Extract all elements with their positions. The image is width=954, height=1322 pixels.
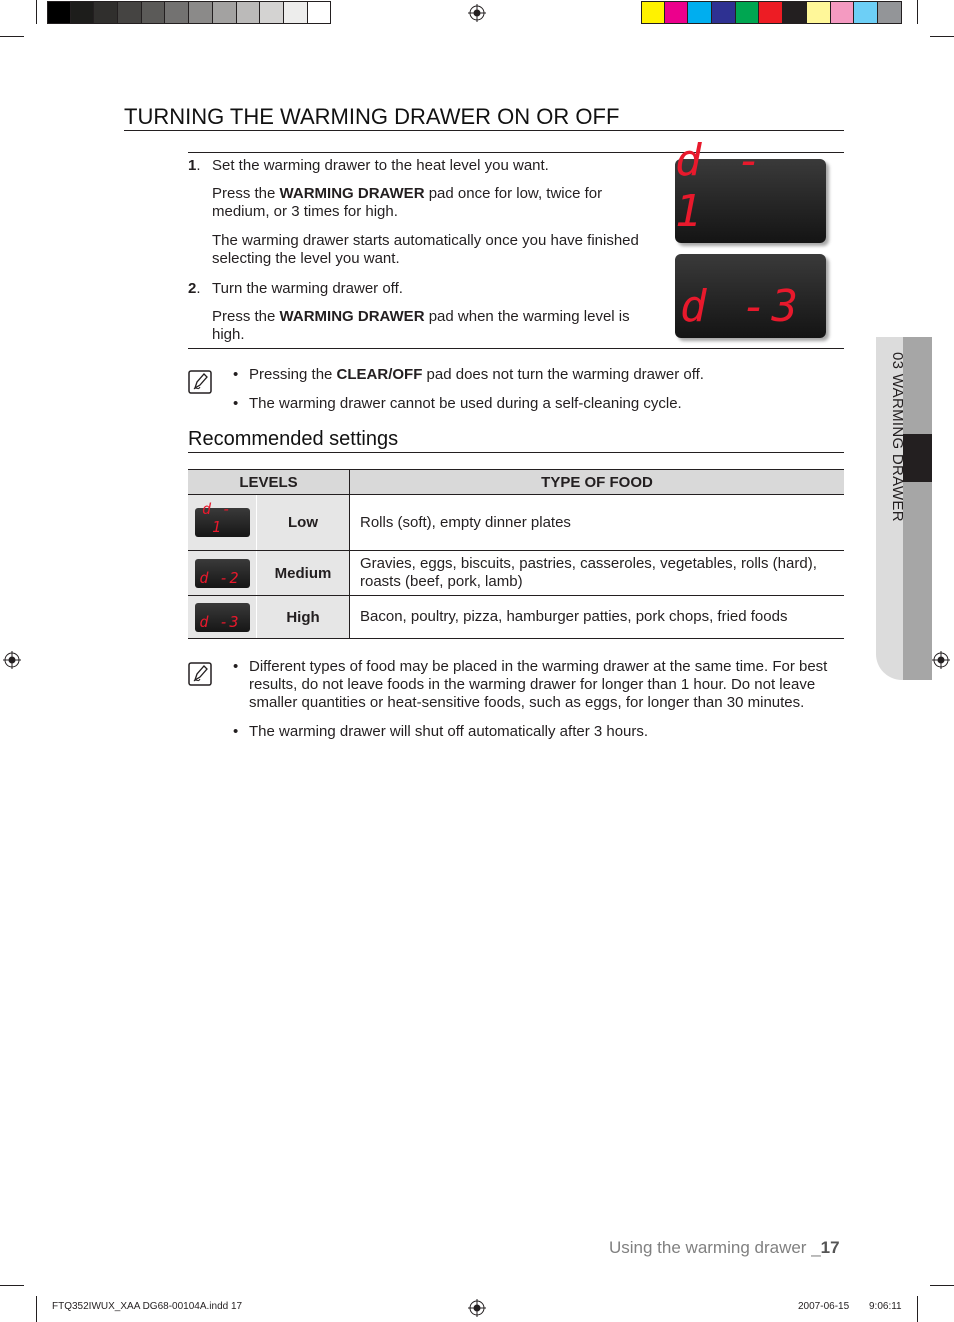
color-swatch	[688, 1, 712, 24]
color-swatch	[94, 1, 118, 24]
color-swatch	[189, 1, 213, 24]
crop-mark	[0, 1285, 24, 1286]
gray-swatch-strip	[47, 1, 331, 24]
levels-header: LEVELS	[188, 470, 350, 495]
side-tab-marker	[903, 434, 932, 482]
step-2-text: Turn the warming drawer off.	[212, 280, 403, 297]
registration-mark-icon	[468, 1299, 486, 1317]
color-swatch	[213, 1, 237, 24]
note-pencil-icon	[188, 662, 212, 686]
level-display-cell	[188, 495, 257, 551]
color-swatch	[807, 1, 831, 24]
color-swatch	[284, 1, 308, 24]
note-1-bullet-2: • The warming drawer cannot be used during a self-cleaning cycle.	[233, 395, 682, 412]
food-cell: Bacon, poultry, pizza, hamburger patties, pork chops, fried foods	[350, 596, 845, 639]
color-swatch	[831, 1, 855, 24]
color-swatch	[71, 1, 95, 24]
note-2-bullet-1: • Different types of food may be placed in the warming drawer at the same time. For best results, do not leave foods in the warming drawer for longer than 1 hour. Do not leave smaller quantities or heat-sensitive foods, such as eggs, for longer than 30 minutes.	[233, 658, 828, 711]
color-swatch	[878, 1, 902, 24]
level-display-cell	[188, 551, 257, 596]
table-row	[188, 495, 844, 551]
color-swatch	[641, 1, 665, 24]
slug-filename: FTQ352IWUX_XAA DG68-00104A.indd 17	[52, 1301, 243, 1312]
slug-date: 2007-06-15	[798, 1301, 850, 1312]
color-swatch	[308, 1, 332, 24]
side-tab-bar	[903, 337, 932, 680]
crop-mark	[930, 36, 954, 37]
note-1-bullet-1: • Pressing the CLEAR/OFF pad does not turn the warming drawer off.	[233, 366, 704, 383]
table-row	[188, 551, 844, 596]
step-1-para-2: The warming drawer starts automatically once you have finished selecting the level you want.	[212, 232, 639, 267]
display-d1-image: d - 1	[675, 159, 826, 243]
display-d3-image: d -3	[675, 254, 826, 338]
crop-mark	[0, 36, 24, 37]
registration-mark-icon	[3, 651, 21, 669]
step-2-para-1: Press the WARMING DRAWER pad when the warming level is high.	[212, 308, 630, 343]
level-name: High	[257, 596, 350, 639]
step-1-number: 1.	[188, 157, 201, 174]
display-d1-thumb: d - 1	[195, 508, 250, 537]
color-swatch	[47, 1, 71, 24]
crop-mark	[36, 1296, 37, 1322]
color-swatch	[142, 1, 166, 24]
crop-mark	[917, 1296, 918, 1322]
crop-mark	[36, 0, 37, 24]
food-cell: Rolls (soft), empty dinner plates	[350, 495, 845, 551]
food-cell: Gravies, eggs, biscuits, pastries, casseroles, vegetables, rolls (hard), roasts (beef, pork, lamb)	[350, 551, 845, 596]
settings-table	[188, 469, 844, 639]
registration-mark-icon	[932, 651, 950, 669]
food-header: TYPE OF FOOD	[350, 470, 845, 495]
chapter-side-tab	[876, 337, 932, 680]
color-swatch	[759, 1, 783, 24]
color-swatch	[118, 1, 142, 24]
color-swatch	[260, 1, 284, 24]
slug-time: 9:06:11	[869, 1301, 902, 1312]
color-swatch	[736, 1, 760, 24]
level-display-cell	[188, 596, 257, 639]
color-swatch	[237, 1, 261, 24]
subtitle-divider	[188, 452, 844, 453]
section-subtitle: Recommended settings	[188, 428, 399, 450]
display-d3-thumb: d -3	[195, 603, 250, 632]
side-tab-label: 03 WARMING DRAWER	[889, 352, 906, 522]
display-d2-thumb: d -2	[195, 559, 250, 588]
level-name: Low	[257, 495, 350, 551]
step-1-para-1: Press the WARMING DRAWER pad once for low, twice for medium, or 3 times for high.	[212, 185, 603, 220]
crop-mark	[930, 1285, 954, 1286]
page-title: TURNING THE WARMING DRAWER ON OR OFF	[124, 104, 620, 129]
color-swatch	[854, 1, 878, 24]
registration-mark-icon	[468, 4, 486, 22]
table-row	[188, 596, 844, 639]
color-swatch	[712, 1, 736, 24]
steps-bottom-rule	[188, 348, 844, 349]
crop-mark	[917, 0, 918, 24]
color-swatch	[783, 1, 807, 24]
color-swatch	[665, 1, 689, 24]
page-footer: Using the warming drawer _17	[609, 1238, 840, 1257]
step-2-number: 2.	[188, 280, 201, 297]
step-1-text: Set the warming drawer to the heat level you want.	[212, 157, 549, 174]
note-pencil-icon	[188, 370, 212, 394]
title-divider	[124, 130, 844, 131]
color-swatch	[165, 1, 189, 24]
color-swatch-strip	[641, 1, 902, 24]
note-2-bullet-2: • The warming drawer will shut off automatically after 3 hours.	[233, 723, 649, 740]
table-header-row	[188, 470, 844, 495]
level-name: Medium	[257, 551, 350, 596]
